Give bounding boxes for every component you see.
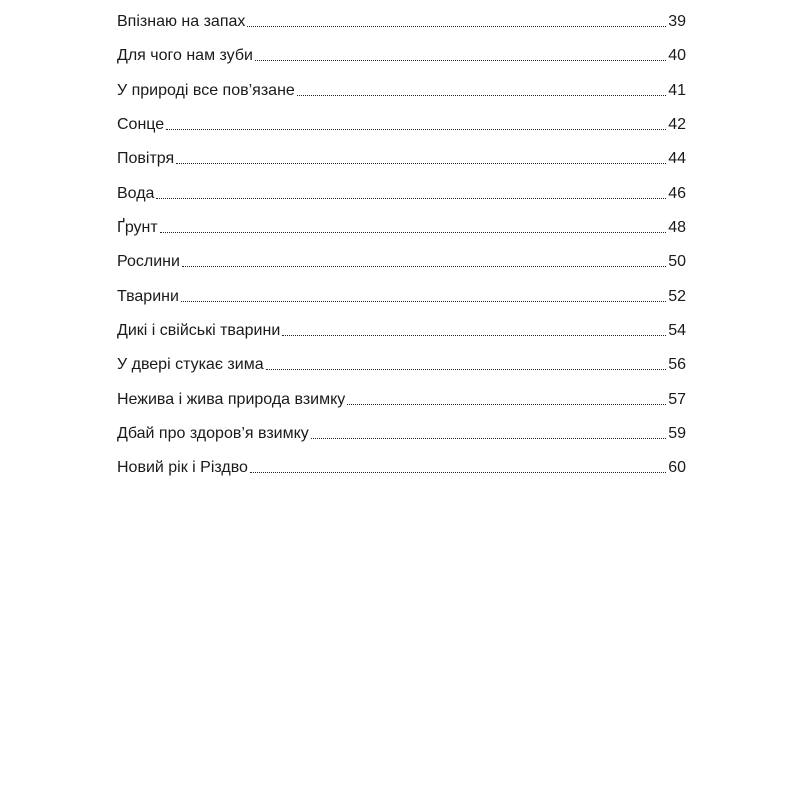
toc-entry	[117, 204, 686, 238]
dot-leader	[311, 438, 666, 439]
dot-leader	[255, 60, 666, 61]
dot-leader	[156, 198, 666, 199]
toc-entry-page: 48	[668, 218, 686, 236]
toc-entry-page: 59	[668, 424, 686, 442]
toc-entry-title: Нежива і жива природа взимку	[117, 390, 346, 408]
toc-entry	[117, 135, 686, 169]
toc-entry	[117, 375, 686, 409]
dot-leader	[250, 472, 666, 473]
toc-entry-page: 57	[668, 390, 686, 408]
toc-entry-title: Тварини	[117, 287, 179, 305]
dot-leader	[176, 163, 666, 164]
dot-leader	[282, 335, 666, 336]
toc-entry	[117, 444, 686, 478]
toc-entry-title: Рослини	[117, 253, 180, 271]
toc-entry	[117, 66, 686, 100]
toc-entry-title: Повітря	[117, 150, 175, 168]
toc-entry	[117, 341, 686, 375]
dot-leader	[266, 369, 667, 370]
toc-entry	[117, 101, 686, 135]
toc-entry-title: У природі все пов’язане	[117, 81, 295, 99]
toc-entry-page: 41	[668, 81, 686, 99]
toc-entry	[117, 410, 686, 444]
toc-entry-page: 56	[668, 356, 686, 374]
toc-entry-title: Вода	[117, 184, 155, 202]
toc-entry-page: 52	[668, 287, 686, 305]
toc-entry-page: 42	[668, 115, 686, 133]
toc-entry-page: 54	[668, 321, 686, 339]
toc-entry-title: Впізнаю на запах	[117, 13, 246, 30]
toc-entry	[117, 32, 686, 66]
toc-entry	[117, 272, 686, 306]
dot-leader	[166, 129, 666, 130]
toc-entry	[117, 238, 686, 272]
dot-leader	[160, 232, 667, 233]
toc-entry-title: Ґрунт	[117, 218, 158, 236]
dot-leader	[297, 95, 666, 96]
table-of-contents	[117, 0, 686, 478]
toc-entry-page: 46	[668, 184, 686, 202]
toc-entry	[117, 169, 686, 203]
toc-entry-page: 60	[668, 459, 686, 477]
toc-entry-page: 40	[668, 47, 686, 65]
toc-entry-title: Дикі і свійські тварини	[117, 321, 281, 339]
toc-entry-page: 50	[668, 253, 686, 271]
toc-entry-title: Дбай про здоров’я взимку	[117, 424, 309, 442]
dot-leader	[247, 26, 666, 27]
toc-entry-page: 39	[668, 13, 686, 30]
toc-entry-title: У двері стукає зима	[117, 356, 264, 374]
toc-entry-title: Сонце	[117, 115, 165, 133]
toc-entry-title: Новий рік і Різдво	[117, 459, 248, 477]
toc-entry	[117, 307, 686, 341]
toc-entry-page: 44	[668, 150, 686, 168]
dot-leader	[181, 301, 666, 302]
dot-leader	[182, 266, 666, 267]
toc-entry	[117, 0, 686, 32]
toc-entry-title: Для чого нам зуби	[117, 47, 253, 65]
dot-leader	[347, 404, 666, 405]
